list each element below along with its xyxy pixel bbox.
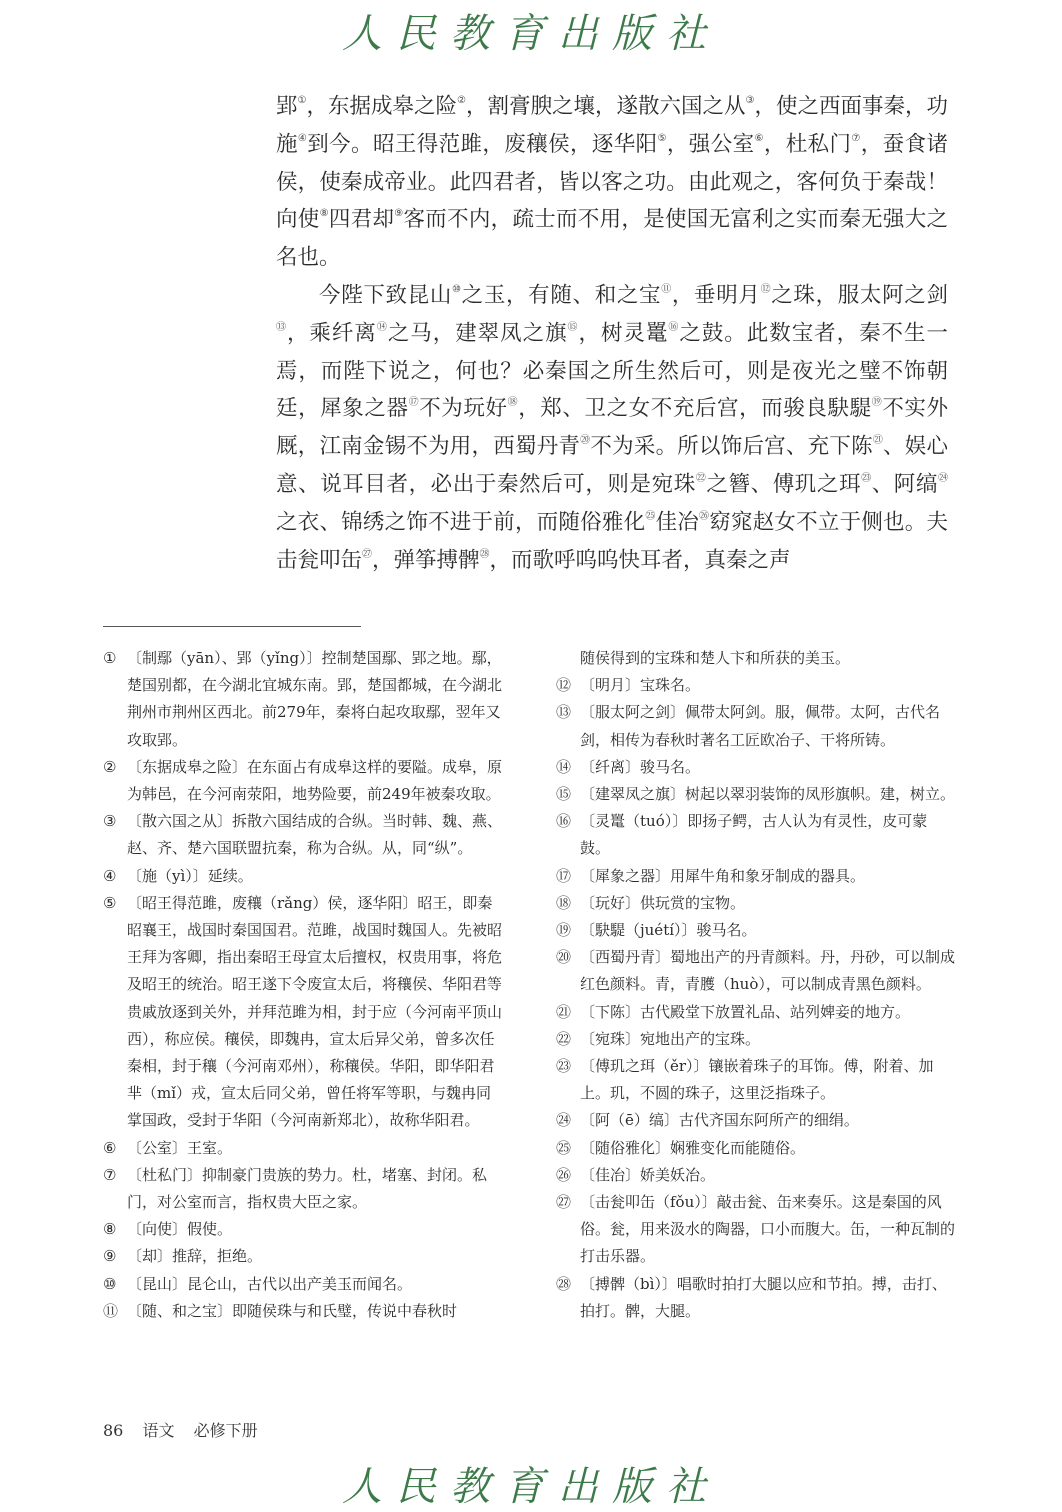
footnote xyxy=(103,754,503,808)
footnote-number: ④ xyxy=(103,866,117,885)
footnote-marker[interactable]: ㉔ xyxy=(938,472,948,484)
footnote-number: ⑭ xyxy=(556,757,572,776)
main-text xyxy=(276,88,948,579)
footnote-number: ② xyxy=(103,757,117,776)
footnote-marker[interactable]: ⑳ xyxy=(580,435,591,447)
footnote-text: 〔犀象之器〕用犀牛角和象牙制成的器具。 xyxy=(580,866,866,885)
footnote xyxy=(103,1243,503,1270)
footnote-text: 〔随、和之宝〕即随侯珠与和氏璧，传说中春秋时 xyxy=(127,1301,458,1320)
footnote-number: ㉖ xyxy=(556,1165,572,1184)
footnote-marker[interactable]: ⑫ xyxy=(760,283,772,295)
footnote xyxy=(556,1162,956,1189)
book-subject: 语文 xyxy=(142,1421,175,1440)
footnote-number: ⑬ xyxy=(556,703,572,722)
footnote-text: 〔向使〕假使。 xyxy=(127,1220,233,1239)
footnote-number: ㉗ xyxy=(556,1193,572,1212)
footnote xyxy=(556,917,956,944)
footnote-separator xyxy=(103,626,361,627)
footnote-text: 〔击瓮叩缶（fǒu）〕敲击瓮、缶来奏乐。这是秦国的风俗。瓮，用来汲水的陶器，口小而腹大。缶，一种瓦制的打击乐器。 xyxy=(580,1193,956,1266)
footnote xyxy=(103,863,503,890)
text-run: 到今。昭王得范雎，废穰侯，逐华阳 xyxy=(307,131,658,157)
text-run: 四君却 xyxy=(328,207,395,233)
footnote-marker[interactable]: ⑩ xyxy=(452,283,462,295)
footnote-number: ⑤ xyxy=(103,893,117,912)
footnote-marker[interactable]: ㉒ xyxy=(695,472,707,484)
footnote xyxy=(556,645,956,672)
footnote-number: ㉘ xyxy=(556,1274,572,1293)
footnote-text: 〔昆山〕昆仑山，古代以出产美玉而闻名。 xyxy=(127,1274,413,1293)
text-run: ，使之西面事秦，功施 xyxy=(276,94,948,157)
paragraph xyxy=(276,88,948,277)
footnote xyxy=(556,944,956,998)
footnote-number: ㉑ xyxy=(556,1002,572,1021)
text-run: 之玉，有随、和之宝 xyxy=(461,282,662,308)
text-run: 之珠，服太阿之剑 xyxy=(771,282,948,308)
footnote xyxy=(103,808,503,862)
footnote-marker[interactable]: ⑤ xyxy=(657,132,667,144)
footnote xyxy=(556,672,956,699)
footnote-marker[interactable]: ⑪ xyxy=(661,283,672,295)
text-run: ，强公室 xyxy=(666,131,755,157)
footnote-number: ⑫ xyxy=(556,676,572,695)
text-run: 窈窕赵女不立于侧也。夫击瓮叩缶 xyxy=(276,509,948,573)
text-run: 佳冶 xyxy=(655,509,700,535)
footnote xyxy=(103,1216,503,1243)
footnote xyxy=(103,645,503,754)
text-run: 不为采。所以饰后宫、充下陈 xyxy=(590,434,873,460)
footnote-number: ㉔ xyxy=(556,1111,572,1130)
footnote-text: 〔施（yì）〕延续。 xyxy=(127,866,253,885)
footnote-text: 〔散六国之从〕拆散六国结成的合纵。当时韩、魏、燕、赵、齐、楚六国联盟抗秦，称为合纵。从，同“纵”。 xyxy=(127,812,503,858)
footnote-number: ⑪ xyxy=(103,1301,119,1320)
footnote-marker[interactable]: ⑭ xyxy=(376,321,388,333)
footnote xyxy=(556,1026,956,1053)
footnote-number: ① xyxy=(103,649,117,667)
footnote-marker[interactable]: ㉖ xyxy=(699,510,710,522)
footnote-number: ⑰ xyxy=(556,866,572,885)
footnote-marker[interactable]: ③ xyxy=(745,95,755,106)
footnote-marker[interactable]: ㉘ xyxy=(479,548,490,560)
footnote-text: 〔下陈〕古代殿堂下放置礼品、站列婢妾的地方。 xyxy=(580,1002,911,1021)
footnote-number: ③ xyxy=(103,812,117,831)
text-run: ，乘纤离 xyxy=(286,320,377,346)
footnote-number: ⑨ xyxy=(103,1247,117,1266)
footnote-marker[interactable]: ⑮ xyxy=(567,321,579,333)
footnote-text: 〔佳冶〕娇美妖冶。 xyxy=(580,1165,716,1184)
footnote-marker[interactable]: ㉑ xyxy=(872,435,884,447)
footnote-number: ⑩ xyxy=(103,1274,117,1293)
text-run: ，东据成皋之险 xyxy=(306,94,457,119)
footnote-text: 〔随俗雅化〕娴雅变化而能随俗。 xyxy=(580,1138,806,1157)
footnote xyxy=(556,999,956,1026)
text-run: 、娱心意、说耳目者，必出于秦然后可，则是宛珠 xyxy=(276,434,948,497)
footnote-text: 〔阿（ē）缟〕古代齐国东阿所产的细绢。 xyxy=(580,1111,859,1130)
footnote-text: 〔搏髀（bì）〕唱歌时拍打大腿以应和节拍。搏，击打、拍打。髀，大腿。 xyxy=(580,1274,947,1320)
text-run: 之簪、傅玑之珥 xyxy=(706,471,862,497)
footnote-marker[interactable]: ㉕ xyxy=(645,510,656,522)
text-run: ，树灵鼍 xyxy=(578,320,669,346)
text-run: ，杜私门 xyxy=(763,131,852,157)
footnote-number: ⑧ xyxy=(103,1220,117,1239)
footnote-text: 随侯得到的宝珠和楚人卞和所获的美玉。 xyxy=(580,649,851,667)
footnote-marker[interactable]: ㉗ xyxy=(362,548,373,560)
footnote xyxy=(556,1189,956,1271)
footnote xyxy=(556,754,956,781)
footnote xyxy=(103,1298,503,1325)
footnote-text: 〔服太阿之剑〕佩带太阿剑。服，佩带。太阿，古代名剑，相传为春秋时著名工匠欧冶子、干将所铸。 xyxy=(580,703,941,749)
publisher-watermark-top: 人民教育出版社 xyxy=(342,11,720,57)
footnote-number: ⑱ xyxy=(556,893,572,912)
footnote-marker[interactable]: ⑧ xyxy=(319,208,329,220)
page-number: 86 xyxy=(103,1421,124,1440)
footnote xyxy=(103,1271,503,1298)
footnotes-right-column xyxy=(556,645,956,1325)
footnote xyxy=(103,890,503,1135)
footnote-marker[interactable]: ⑯ xyxy=(668,321,680,333)
footnote-text: 〔建翠凤之旗〕树起以翠羽装饰的凤形旗帜。建，树立。 xyxy=(580,785,956,804)
footnote-number: ㉓ xyxy=(556,1057,572,1076)
footnote-marker[interactable]: ④ xyxy=(297,132,308,144)
footnote xyxy=(556,1135,956,1162)
footnote-text: 〔却〕推辞，拒绝。 xyxy=(127,1247,263,1266)
footnote-number: ⑮ xyxy=(556,785,572,804)
footnote-text: 〔駃騠（juétí）〕骏马名。 xyxy=(580,921,757,940)
footnote-marker[interactable]: ⑥ xyxy=(754,132,764,144)
footnote xyxy=(556,1107,956,1134)
footnote xyxy=(556,699,956,753)
footnote-number: ⑦ xyxy=(103,1165,117,1184)
footnote-marker[interactable]: ⑨ xyxy=(394,208,404,220)
text-run: ，割膏腴之壤，遂散六国之从 xyxy=(465,94,746,119)
paragraph xyxy=(276,277,948,579)
footnote xyxy=(556,890,956,917)
text-run: 之马，建翠凤之旗 xyxy=(387,320,568,346)
footnote-marker[interactable]: ① xyxy=(297,95,307,106)
text-run: 郢 xyxy=(276,94,298,119)
book-volume: 必修下册 xyxy=(193,1421,258,1440)
footnote-text: 〔灵鼍（tuó）〕即扬子鳄，古人认为有灵性，皮可蒙鼓。 xyxy=(580,812,928,858)
footnote-number: ⑲ xyxy=(556,921,572,940)
footnote xyxy=(556,808,956,862)
footnote-text: 〔傅玑之珥（ěr）〕镶嵌着珠子的耳饰。傅，附着、加上。玑，不圆的珠子，这里泛指珠子。 xyxy=(580,1057,934,1103)
footnote-marker[interactable]: ㉓ xyxy=(861,472,872,484)
footnotes-left-column xyxy=(103,645,503,1325)
footnote-text: 〔纤离〕骏马名。 xyxy=(580,757,701,776)
text-run: 、阿缟 xyxy=(871,471,938,497)
footnote-number: ⑥ xyxy=(103,1138,117,1157)
footnote-number: ㉕ xyxy=(556,1138,572,1157)
text-run: ，垂明月 xyxy=(671,282,761,308)
footnote xyxy=(103,1162,503,1216)
footnote-text: 〔制鄢（yān）、郢（yǐng）〕控制楚国鄢、郢之地。鄢，楚国别都，在今湖北宜城东南。郢，楚国都城，在今湖北荆州市荆州区西北。前279年，秦将白起攻取鄢，翌年又攻取郢。 xyxy=(127,649,503,749)
text-run: 不实外厩，江南金锡不为用，西蜀丹青 xyxy=(276,396,949,460)
publisher-watermark-bottom: 人民教育出版社 xyxy=(342,1464,720,1510)
text-run: ，弹筝搏髀 xyxy=(372,547,480,573)
footnote-number: ⑯ xyxy=(556,812,572,831)
footnote-text: 〔西蜀丹青〕蜀地出产的丹青颜料。丹，丹砂，可以制成红色颜料。青，青臒（huò），可以制成青黑色颜料。 xyxy=(580,948,956,994)
footnote-marker[interactable]: ⑦ xyxy=(851,132,861,144)
footnote-marker[interactable]: ⑰ xyxy=(408,397,420,409)
text-run: 不为玩好 xyxy=(419,396,508,422)
footnote-text: 〔玩好〕供玩赏的宝物。 xyxy=(580,893,746,912)
footnote-text: 〔东据成皋之险〕在东面占有成皋这样的要隘。成皋，原为韩邑，在今河南荥阳，地势险要，前249年被秦攻取。 xyxy=(127,757,503,804)
footnote-text: 〔昭王得范雎，废穰（rǎng）侯，逐华阳〕昭王，即秦昭襄王，战国时秦国国君。范雎，战国时魏国人。先被昭王拜为客卿，指出秦昭王母宣太后擅权，权贵用事，将危及昭王的统治。昭王遂下令废宣太后，将穰侯、华阳君等贵戚放逐到关外，并拜范雎为相，封于应（今河南平顶山西），称应侯。穰侯，即魏冉，宣太后异父弟，曾多次任秦相，封于穰（今河南邓州），称穰侯。华阳，即华阳君芈（mǐ）戎，宣太后同父弟，曾任将军等职，与魏冉同掌国政，受封于华阳（今河南新郑北），故称华阳君。 xyxy=(127,893,503,1130)
text-run: ，郑、卫之女不充后宫，而骏良駃騠 xyxy=(518,396,872,422)
text-run: ，蚕食诸侯，使秦成帝业。此四君者，皆以客之功。由此观之，客何负于秦哉！向使 xyxy=(276,131,948,233)
text-run: ，而歌呼呜呜快耳者，真秦之声 xyxy=(489,547,791,573)
footnote xyxy=(556,1271,956,1325)
footnote xyxy=(556,781,956,808)
footnote xyxy=(556,1053,956,1107)
text-run: 之鼓。此数宝者，秦不生一焉，而陛下说之，何也？必秦国之所生然后可，则是夜光之璧不饰朝廷，犀象之器 xyxy=(276,320,948,422)
footnote xyxy=(103,1135,503,1162)
footnote-number: ⑳ xyxy=(556,948,572,967)
text-run: 今陛下致昆山 xyxy=(319,282,453,308)
footnote-marker[interactable]: ② xyxy=(457,95,466,106)
footnote-text: 〔明月〕宝珠名。 xyxy=(580,676,701,695)
footnote-text: 〔公室〕王室。 xyxy=(127,1138,233,1157)
text-run: 之衣、锦绣之饰不进于前，而随俗雅化 xyxy=(276,509,646,535)
footnote xyxy=(556,863,956,890)
footnote-text: 〔杜私门〕抑制豪门贵族的势力。杜，堵塞、封闭。私门，对公室而言，指权贵大臣之家。 xyxy=(127,1165,488,1212)
footnote-marker[interactable]: ⑲ xyxy=(871,397,883,409)
page-footer xyxy=(103,1418,272,1441)
footnote-marker[interactable]: ⑬ xyxy=(276,321,287,333)
footnote-text: 〔宛珠〕宛地出产的宝珠。 xyxy=(580,1029,761,1048)
footnote-number: ㉒ xyxy=(556,1029,572,1048)
text-run: 客而不内，疏士而不用，是使国无富利之实而秦无强大之名也。 xyxy=(276,207,948,271)
footnote-marker[interactable]: ⑱ xyxy=(507,397,519,409)
